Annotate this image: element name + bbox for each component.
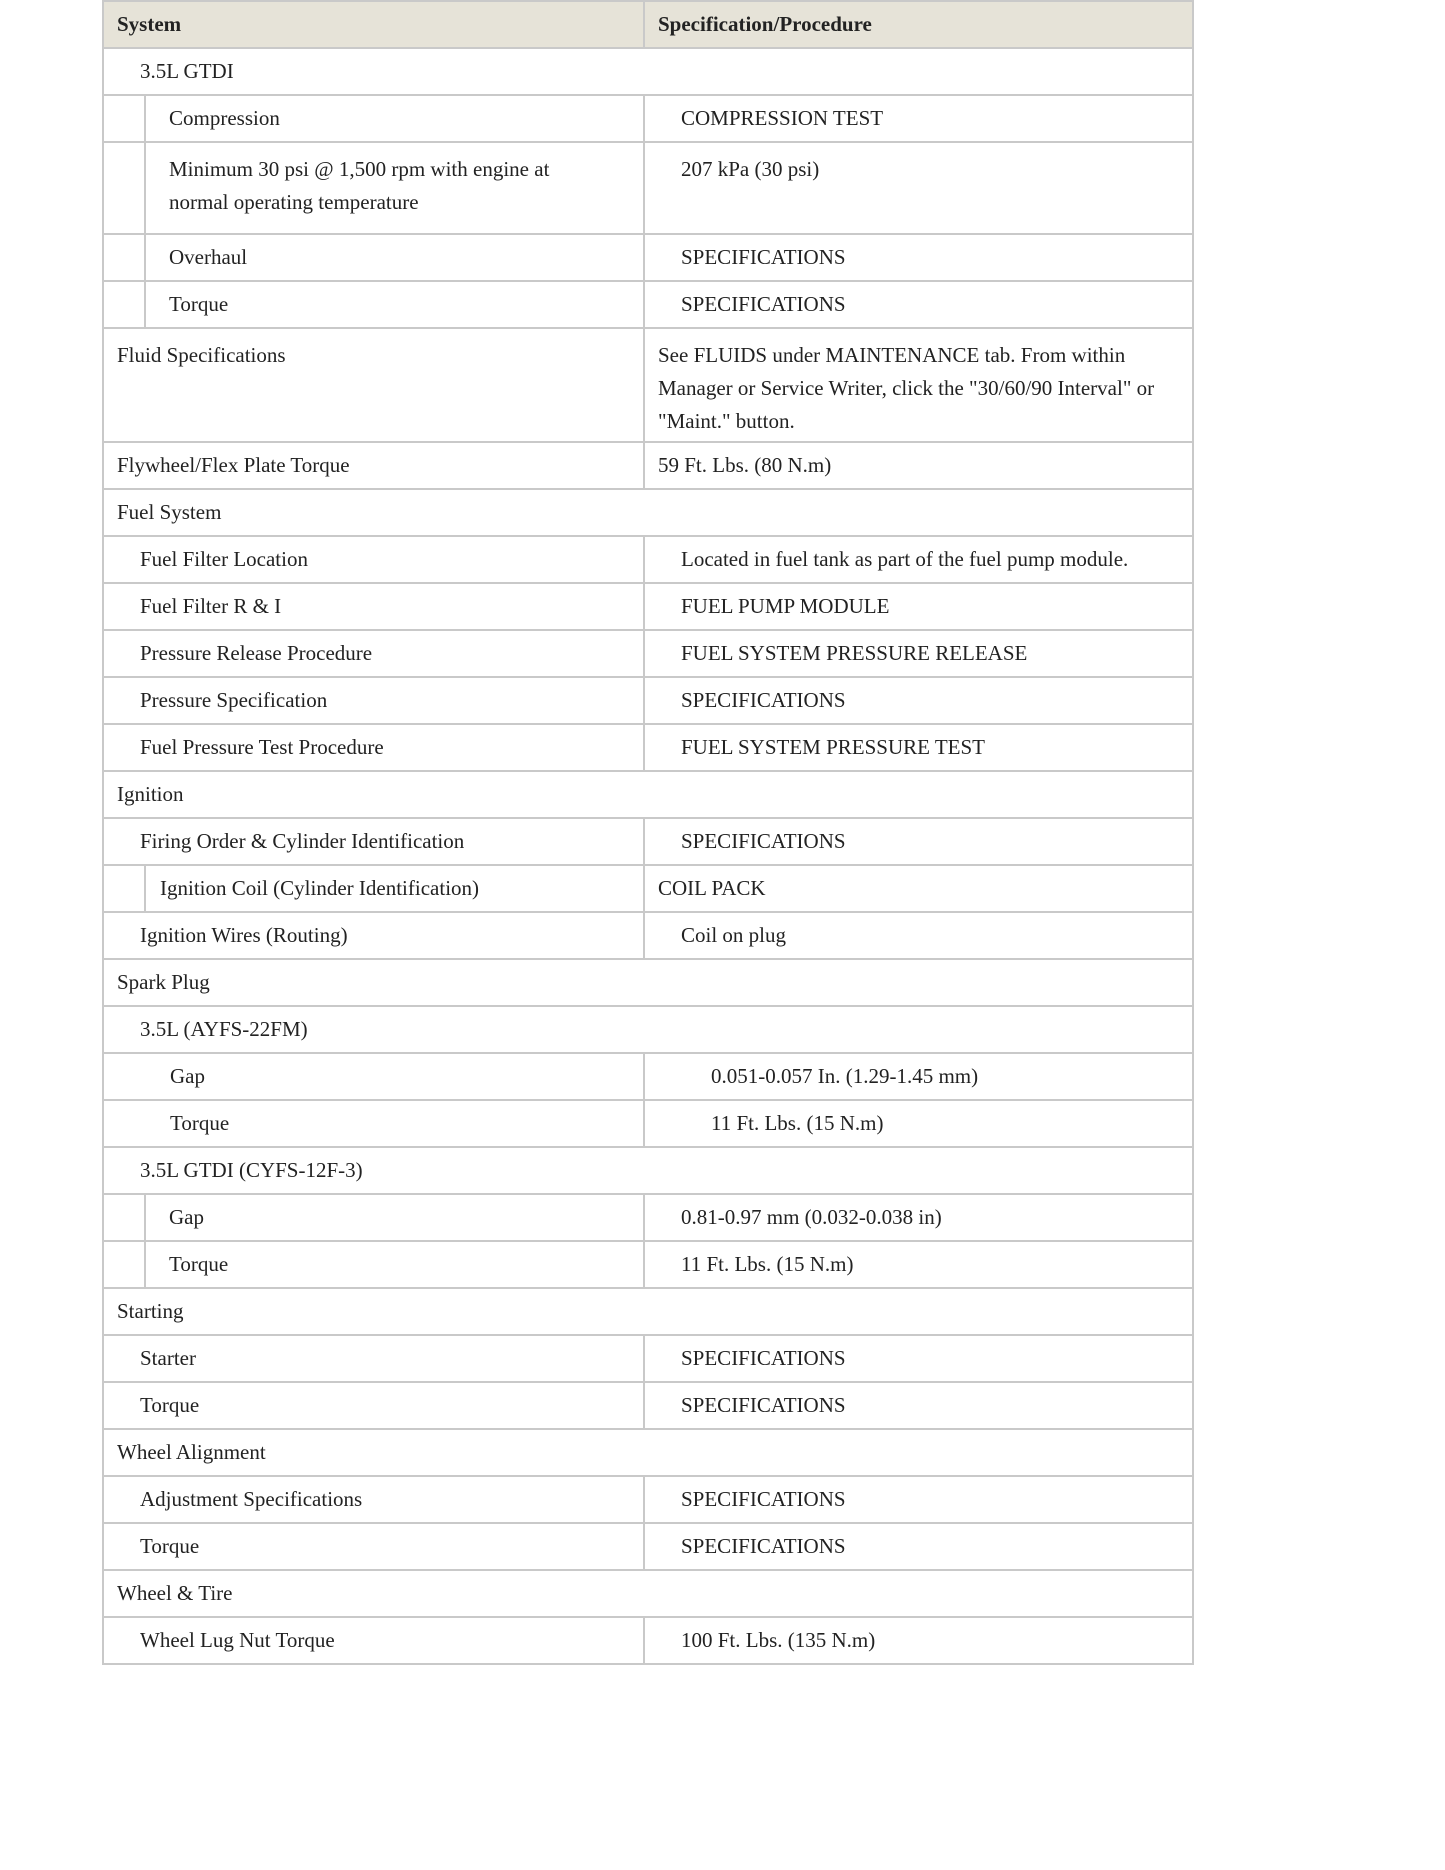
section-row <box>103 771 1193 818</box>
row-label <box>103 1241 644 1288</box>
pressure-specification-label: Pressure Specification <box>103 677 644 724</box>
starter-label: Starter <box>103 1335 644 1382</box>
table-row <box>103 724 1193 771</box>
section-row <box>103 1429 1193 1476</box>
torque-label: Torque <box>169 292 229 316</box>
section-row <box>103 1288 1193 1335</box>
fuel-pressure-test-spec: FUEL SYSTEM PRESSURE TEST <box>644 724 1193 771</box>
torque-spec: SPECIFICATIONS <box>644 281 1193 328</box>
table-header-row <box>103 1 1193 48</box>
section-row <box>103 489 1193 536</box>
fuel-pressure-test-label: Fuel Pressure Test Procedure <box>103 724 644 771</box>
section-gtdi: 3.5L GTDI <box>103 48 1193 95</box>
fluid-label: Fluid Specifications <box>103 328 644 442</box>
section-ayfs: 3.5L (AYFS-22FM) <box>103 1006 1193 1053</box>
fuel-filter-ri-spec: FUEL PUMP MODULE <box>644 583 1193 630</box>
pressure-specification-spec: SPECIFICATIONS <box>644 677 1193 724</box>
section-ignition: Ignition <box>103 771 1193 818</box>
table-row <box>103 1523 1193 1570</box>
torque-spec: SPECIFICATIONS <box>644 1382 1193 1429</box>
ignition-coil-spec: COIL PACK <box>644 865 1193 912</box>
gap-spec: 0.051-0.057 In. (1.29-1.45 mm) <box>644 1053 1193 1100</box>
pressure-release-label: Pressure Release Procedure <box>103 630 644 677</box>
adjustment-label: Adjustment Specifications <box>103 1476 644 1523</box>
table-row <box>103 234 1193 281</box>
fuel-filter-ri-label: Fuel Filter R & I <box>103 583 644 630</box>
min-psi-spec: 207 kPa (30 psi) <box>644 142 1193 234</box>
row-label <box>103 865 644 912</box>
adjustment-spec: SPECIFICATIONS <box>644 1476 1193 1523</box>
fluid-spec: See FLUIDS under MAINTENANCE tab. From within Manager or Service Writer, click the "30/60/90 Interval" or "Maint." button. <box>644 328 1193 442</box>
gap-label: Gap <box>103 1053 644 1100</box>
ignition-coil-label: Ignition Coil (Cylinder Identification) <box>160 876 480 900</box>
table-row <box>103 1335 1193 1382</box>
table-row <box>103 142 1193 234</box>
row-label <box>103 1194 644 1241</box>
compression-label: Compression <box>169 106 280 130</box>
table-row <box>103 281 1193 328</box>
section-fuel-system: Fuel System <box>103 489 1193 536</box>
table-row <box>103 818 1193 865</box>
section-row <box>103 1147 1193 1194</box>
table-row <box>103 1617 1193 1664</box>
section-row <box>103 1006 1193 1053</box>
flywheel-label: Flywheel/Flex Plate Torque <box>103 442 644 489</box>
table-row <box>103 328 1193 442</box>
fuel-filter-location-label: Fuel Filter Location <box>103 536 644 583</box>
pressure-release-spec: FUEL SYSTEM PRESSURE RELEASE <box>644 630 1193 677</box>
torque-spec: SPECIFICATIONS <box>644 1523 1193 1570</box>
lug-nut-spec: 100 Ft. Lbs. (135 N.m) <box>644 1617 1193 1664</box>
row-label <box>103 234 644 281</box>
torque-spec: 11 Ft. Lbs. (15 N.m) <box>644 1100 1193 1147</box>
torque-label: Torque <box>169 1252 229 1276</box>
table-row <box>103 865 1193 912</box>
table-row <box>103 536 1193 583</box>
header-spec: Specification/Procedure <box>644 1 1193 48</box>
ignition-wires-spec: Coil on plug <box>644 912 1193 959</box>
row-label <box>103 142 644 234</box>
section-cyfs: 3.5L GTDI (CYFS-12F-3) <box>103 1147 1193 1194</box>
table-row <box>103 1194 1193 1241</box>
section-row <box>103 959 1193 1006</box>
table-row <box>103 1100 1193 1147</box>
firing-order-label: Firing Order & Cylinder Identification <box>103 818 644 865</box>
torque-spec: 11 Ft. Lbs. (15 N.m) <box>644 1241 1193 1288</box>
torque-label: Torque <box>103 1523 644 1570</box>
ignition-wires-label: Ignition Wires (Routing) <box>103 912 644 959</box>
table-row <box>103 1241 1193 1288</box>
overhaul-spec: SPECIFICATIONS <box>644 234 1193 281</box>
torque-label: Torque <box>103 1382 644 1429</box>
table-row <box>103 1382 1193 1429</box>
table-row <box>103 95 1193 142</box>
row-label <box>103 281 644 328</box>
section-spark-plug: Spark Plug <box>103 959 1193 1006</box>
specification-table <box>102 0 1194 1665</box>
firing-order-spec: SPECIFICATIONS <box>644 818 1193 865</box>
table-row <box>103 912 1193 959</box>
section-wheel-alignment: Wheel Alignment <box>103 1429 1193 1476</box>
starter-spec: SPECIFICATIONS <box>644 1335 1193 1382</box>
compression-spec: COMPRESSION TEST <box>644 95 1193 142</box>
row-label <box>103 95 644 142</box>
section-wheel-tire: Wheel & Tire <box>103 1570 1193 1617</box>
torque-label: Torque <box>103 1100 644 1147</box>
section-starting: Starting <box>103 1288 1193 1335</box>
min-psi-label: Minimum 30 psi @ 1,500 rpm with engine at normal operating temperature <box>169 157 550 214</box>
lug-nut-label: Wheel Lug Nut Torque <box>103 1617 644 1664</box>
fuel-filter-location-spec: Located in fuel tank as part of the fuel pump module. <box>644 536 1193 583</box>
table-row <box>103 630 1193 677</box>
gap-label: Gap <box>169 1205 204 1229</box>
section-row <box>103 1570 1193 1617</box>
overhaul-label: Overhaul <box>169 245 248 269</box>
table-row <box>103 1053 1193 1100</box>
table-row <box>103 442 1193 489</box>
flywheel-spec: 59 Ft. Lbs. (80 N.m) <box>644 442 1193 489</box>
table-row <box>103 1476 1193 1523</box>
section-row <box>103 48 1193 95</box>
header-system: System <box>103 1 644 48</box>
gap-spec: 0.81-0.97 mm (0.032-0.038 in) <box>644 1194 1193 1241</box>
table-row <box>103 583 1193 630</box>
table-row <box>103 677 1193 724</box>
